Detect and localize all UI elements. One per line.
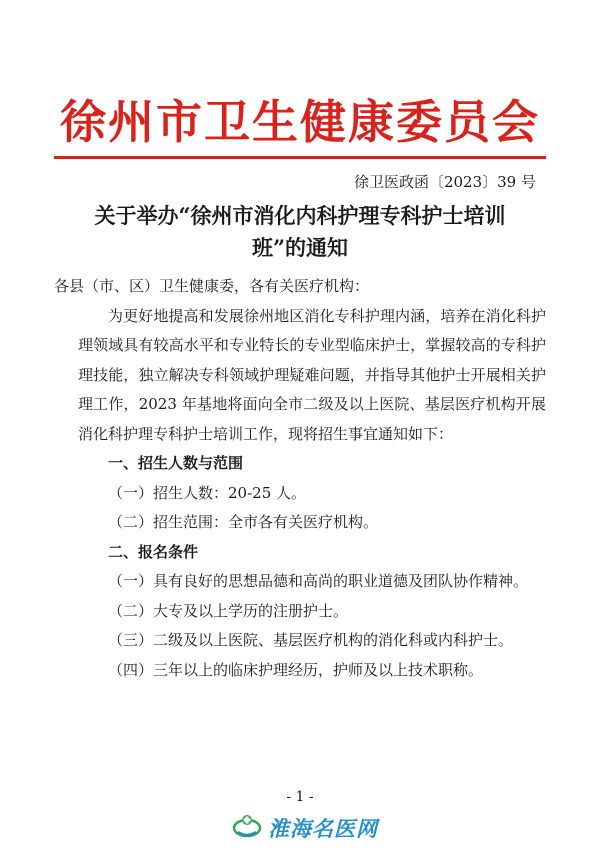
masthead-divider: [54, 156, 546, 159]
page-number: - 1 -: [286, 789, 314, 805]
masthead-title: 徐州市卫生健康委员会: [60, 95, 540, 149]
intro-paragraph: 为更好地提高和发展徐州地区消化专科护理内涵，培养在消化科护理领域具有较高水平和专业特长的专业型临床护士，掌握较高的专科护理技能，独立解决专科领域护理疑难问题，并指导其他护士开展相关护理工作，2023 年基地将面向全市二级及以上医院、基层医疗机构开展消化科护理专科护士培训工作，现将招生事宜通知如下：: [78, 306, 546, 443]
section-heading-1: 一、招生人数与范围: [108, 454, 244, 472]
document-number: 徐卫医政函〔2023〕39 号: [353, 173, 536, 191]
section1-item-2: （二）招生范围：全市各有关医疗机构。: [108, 513, 379, 531]
section2-item-2: （二）大专及以上学历的注册护士。: [108, 601, 349, 620]
notice-body: [54, 272, 546, 685]
section2-item-1: （一）具有良好的思想品德和高尚的职业道德及团队协作精神。: [108, 572, 529, 590]
section-heading-2: 二、报名条件: [108, 542, 199, 561]
salutation: 各县（市、区）卫生健康委，各有关医疗机构：: [54, 277, 370, 295]
notice-title: [60, 200, 540, 264]
section2-item-3: （三）二级及以上医院、基层医疗机构的消化科或内科护士。: [108, 631, 514, 649]
section1-item-1: （一）招生人数：20-25 人。: [108, 483, 307, 502]
section2-item-4: （四）三年以上的临床护理经历，护师及以上技术职称。: [108, 660, 484, 679]
watermark-logo-icon: [232, 813, 262, 843]
notice-title-line-1: 关于举办“徐州市消化内科护理专科护士培训: [94, 203, 506, 228]
watermark: [232, 814, 378, 842]
notice-title-line-2: 班”的通知: [251, 235, 349, 260]
watermark-text: 淮海名医网: [268, 816, 378, 841]
